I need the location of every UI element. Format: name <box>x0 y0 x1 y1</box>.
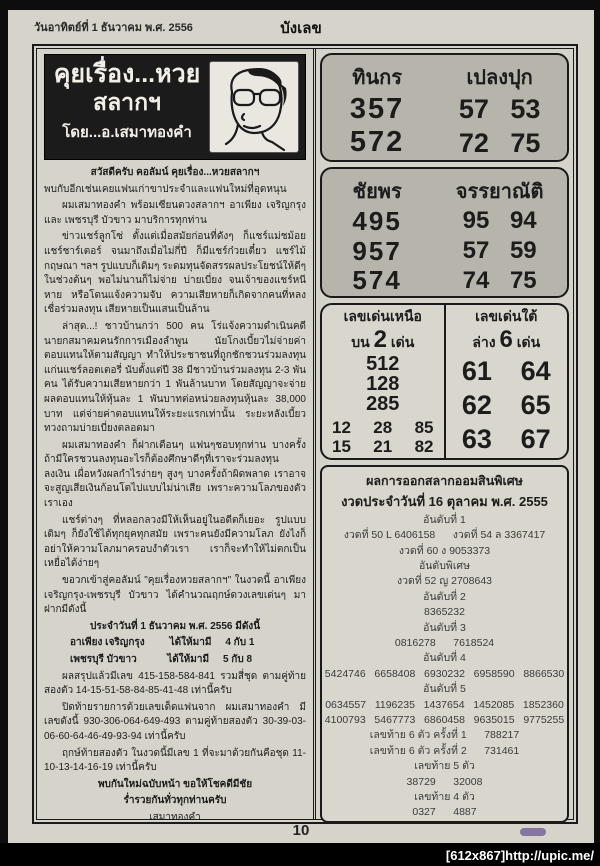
lucky-north-triples <box>324 354 442 414</box>
sub-post: เด่น <box>516 333 541 350</box>
result-line: อันดับที่ 2 <box>423 590 466 603</box>
article-paragraph: ล่าสุด...! ชาวบ้านกว่า 500 คน โร่แจ้งความดำเนินคดีนายกสมาคมคนรักการเมืองลำพูน นัยโกงเบี้ยวไม่จ่ายค่าตอบแทนให้ตามสัญญา ทำให้ประชาชนที่ถูกชักชวนร่วมลงทุนแก่นแชร์ลอตเตอรี่ นับตั้งแต่ปี 38 มีชาวบ้านร่วมลงทุน 2-3 พันคน ได้รับความเสียหายกว่า 1 พันล้านบาท โดยสัญญาจะจ่ายผลตอบแทนให้หุ้นละ 1 พันบาทต่อหน่วยลงทุนหุ้นละ 38,000 บาท แต่จ่ายค่าตอบแทนให้ระยะแรกเท่านั้น ระยะหลังเบี้ยว ทวงถามบ่ายเบี่ยงตลอดมา <box>44 320 306 435</box>
article-paragraph: สวัสดีครับ คอลัมน์ คุยเรื่อง...หวยสลากฯ <box>90 167 260 178</box>
article-paragraph: พบกันใหม่ฉบับหน้า ขอให้โชคดีมีชัย <box>97 778 253 790</box>
pair: 64 <box>520 355 551 386</box>
article-paragraph: แชร์ต่างๆ ที่หลอกลวงมีให้เห็นอยู่ในอดีตก็เยอะ รูปแบบเดิมๆ ก็ยังใช้ได้ทุกยุคทุกสมัย เพราะคนยังมีความโลภ ยังไงก็อย่าให้ความโลภมาครอบงำตัวเรา เราก็จะทำให้ไม่ตกเป็นเหยื่อได้ง่ายๆ <box>44 514 306 570</box>
article-paragraph: ผลสรุปแล้วมีเลข 415-158-584-841 รวมสี่ชุด ตามคู่ท้ายสองตัว 14-15-51-58-84-85-41-48 เท่านี้ครับ <box>44 670 306 697</box>
result-line: อันดับพิเศษ <box>418 559 471 572</box>
article-paragraph: ร่ำรวยกันทั่วทุกท่านครับ <box>123 795 227 807</box>
results-title: ผลการออกสลากออมสินพิเศษ <box>366 473 523 488</box>
article-paragraph: ฤกษ์ท้ายสองตัว ในงวดนี้มีเลข 1 ที่จะมาด้วยกันคือชุด 11-10-13-14-16-19 เท่านี้ครับ <box>44 747 306 774</box>
main-frame <box>32 44 578 824</box>
number-row <box>322 237 567 267</box>
tip-box2-rows <box>322 207 567 297</box>
sub-big-digit: 6 <box>499 325 513 353</box>
results-box <box>320 465 569 823</box>
ink-smudge <box>520 828 546 836</box>
article-paragraph: อาเพียง เจริญกรุง ได้ให้มามี 4 กับ 1 <box>70 637 255 649</box>
number-row <box>322 93 567 126</box>
pair: 12 <box>332 417 351 437</box>
triple-number: 285 <box>366 392 400 415</box>
result-line: 8365232 <box>424 606 465 619</box>
sub-pre: บน <box>351 333 370 350</box>
tip-box1-rows <box>322 93 567 160</box>
date-line: วันอาทิตย์ที่ 1 ธันวาคม พ.ศ. 2556 <box>34 22 193 34</box>
lucky-north-title: เลขเด่นเหนือ <box>343 308 422 325</box>
triple-number: 128 <box>366 372 400 395</box>
lucky-south-title: เลขเด่นใต้ <box>475 308 538 325</box>
lucky-south-pairs <box>448 354 566 456</box>
pair-numbers: 95 94 <box>462 207 537 235</box>
result-line: อันดับที่ 5 <box>423 683 466 696</box>
article-paragraph: เพชรบุรี บัวขาว ได้ให้มามี 5 กับ 8 <box>70 654 253 665</box>
column-title-box <box>44 54 306 160</box>
lucky-south-subtitle <box>448 326 566 354</box>
result-line: งวดที่ 50 L 6406158 งวดที่ 54 ล 3367417 <box>343 529 546 542</box>
result-line: 5424746 6658408 6930232 6958590 8866530 <box>324 667 565 680</box>
pair: 85 <box>414 417 434 437</box>
pair: 15 <box>332 436 351 456</box>
columnist-portrait <box>209 61 299 153</box>
lucky-north-pairs <box>324 418 442 456</box>
pair-row <box>324 418 442 437</box>
result-line: 38729 32008 <box>406 775 483 788</box>
result-line: เลขท้าย 6 ตัว ครั้งที่ 2 731461 <box>369 744 520 757</box>
lucky-south <box>446 305 568 457</box>
tip-box-tinakorn-plengpuk <box>320 53 569 162</box>
triple-number: 574 <box>352 265 402 296</box>
article-paragraph: เสมาทองคำ <box>149 811 201 823</box>
result-line: เลขท้าย 6 ตัว ครั้งที่ 1 788217 <box>369 729 520 742</box>
pair: 28 <box>373 417 393 437</box>
page-number: 10 <box>292 822 310 839</box>
article-paragraph: ข่าวแชร์ลูกโซ่ ตั้งแต่เมื่อสมัยก่อนที่ดังๆ ก็แชร์แม่ชม้อย แชร์ชาร์เตอร์ จนมาถึงเมื่อไม่กี่ปี ก็มีแชร์ก๋วยเตี๋ยว แชร์ไม้กฤษณา ฯลฯ รูปแบบก็เดิมๆ ระดมทุนจัดสรรผลประโยชน์ให้ดีๆ ในช่วงต้นๆ พอไม่นานก็ไม่จ่าย บ่ายเบี่ยง จนเจ้าของแชร์หนีหาย หรือโดนแจ้งความจับ ความเสียหายก็เกิดจากคนที่หลงเชื่อร่วมลงทุน เสียหายเป็นแสนเป็นล้าน <box>44 231 306 316</box>
column-tips <box>313 49 573 819</box>
pair: 67 <box>520 423 551 454</box>
column-byline: โดย...อ.เสมาทองคำ <box>62 123 192 141</box>
tipster-name-right: จรรยาณัติ <box>455 180 544 203</box>
result-line: อันดับที่ 1 <box>423 513 466 526</box>
column-title-text <box>45 55 209 159</box>
result-line: เลขท้าย 5 ตัว <box>414 760 475 773</box>
pair-row <box>324 437 442 456</box>
column-article <box>37 49 313 823</box>
column-title-line2: สลากฯ <box>93 88 161 115</box>
number-row <box>322 126 567 159</box>
frame-inner <box>36 48 574 823</box>
article-paragraph: ปิดท้ายรายการด้วยเลขเด็ดแฟนจาก ผมเสมาทองคำ มีเลขดังนี้ 930-306-064-649-493 ตามคู่ท้ายสองตัว 30-39-03-06-60-64-46-49-93-94 เท่านี้ครับ <box>44 701 306 742</box>
tip-box-chaiporn-janyanat <box>320 167 569 299</box>
result-line: อันดับที่ 3 <box>423 621 466 634</box>
pair-numbers: 74 75 <box>462 267 537 295</box>
lucky-numbers-box <box>320 303 569 459</box>
pair: 82 <box>414 436 434 456</box>
article-paragraph: ผมเสมาทองคำ ก็ฝากเตือนๆ แฟนๆชอบทุกท่าน บางครั้งถ้ามีใครชวนลงทุนอะไรก็ต้องศึกษาดีๆที่เราจะร่วมลงทุน ลงเงิน เผื่อหวังผลกำไรง่ายๆ สูงๆ บางครั้งถ้าผิดพลาด เราอาจจะสูญเสียเงินก้อนโตไปแบบไม่น่าเสีย เพราะความโลภของตัวเราเอง <box>44 439 306 510</box>
article-paragraph: ขอวกเข้าสู่คอลัมน์ "คุยเรื่องหวยสลากฯ" ในงวดนี้ อาเพียง เจริญกรุง-เพชรบุรี บัวขาว ได้คำนวณฤกษ์ดวงเลขเด่นๆ มาฝากมีดังนี้ <box>44 575 306 616</box>
number-row <box>322 207 567 237</box>
column-title-line1: คุยเรื่อง...หวย <box>53 60 201 88</box>
triple-number: 357 <box>349 93 405 125</box>
pair-row <box>448 388 566 422</box>
pair-numbers: 57 53 <box>458 94 541 125</box>
pair-numbers: 72 75 <box>458 127 541 158</box>
tipster-name-right: เปลงปุก <box>466 67 533 89</box>
sub-big-digit: 2 <box>373 325 387 353</box>
result-line: งวดที่ 52 ญ 2708643 <box>396 575 493 588</box>
results-subtitle: งวดประจำวันที่ 16 ตุลาคม พ.ศ. 2555 <box>341 493 548 509</box>
result-line: 0327 4887 <box>412 806 477 819</box>
article-paragraph: ผมเสมาทองคำ พร้อมเซียนดวงสลากฯ อาเพียง เจริญกรุง และ เพชรบุรี บัวขาว มาบริการทุกท่าน <box>44 200 306 226</box>
pair: 63 <box>461 423 492 454</box>
triple-number: 512 <box>366 352 400 375</box>
pair: 65 <box>520 389 551 420</box>
masthead-title: บังเลข <box>280 20 322 37</box>
triple-number: 495 <box>352 205 402 236</box>
page-header <box>8 10 594 36</box>
pair: 21 <box>373 436 393 456</box>
tipster-name-left: ทินกร <box>352 67 402 89</box>
article-paragraph: พบกับอีกเช่นเคยแฟนเก่าขาประจำและแฟนใหม่ที่อุดหนุน <box>44 183 287 195</box>
lucky-north <box>322 305 446 457</box>
number-row <box>322 266 567 296</box>
result-line: 0816278 7618524 <box>394 637 495 649</box>
pair-numbers: 57 59 <box>462 237 537 265</box>
article-paragraph: ประจำวันที่ 1 ธันวาคม พ.ศ. 2556 มีดังนี้ <box>89 620 261 632</box>
result-line: งวดที่ 60 ง 9053373 <box>398 544 491 557</box>
tip-box1-headers <box>322 55 567 93</box>
columnist-caricature-icon <box>214 62 294 152</box>
result-line: อันดับที่ 4 <box>423 652 466 665</box>
sub-post: เด่น <box>390 333 415 350</box>
tipster-name-left: ชัยพร <box>352 180 402 203</box>
tip-box2-headers <box>322 169 567 207</box>
pair-row <box>448 354 566 388</box>
article-body <box>44 166 306 826</box>
pair: 62 <box>461 389 492 420</box>
results-lines <box>322 513 567 821</box>
triple-number: 957 <box>352 235 402 266</box>
pair: 61 <box>461 355 492 386</box>
watermark-text: [612x867]http://upic.me/ <box>445 848 594 863</box>
newspaper-page <box>8 10 594 843</box>
lucky-north-subtitle <box>324 326 442 354</box>
triple-number: 572 <box>349 126 405 159</box>
result-line: 0634557 1196235 1437654 1452085 1852360 <box>325 698 564 711</box>
pair-row <box>448 422 566 456</box>
result-line: เลขท้าย 4 ตัว <box>414 791 475 804</box>
scan-bottom-bar <box>0 843 600 866</box>
result-line: 4100793 5467773 6860458 9635015 9775255 <box>324 714 565 727</box>
sub-pre: ล่าง <box>472 333 496 350</box>
